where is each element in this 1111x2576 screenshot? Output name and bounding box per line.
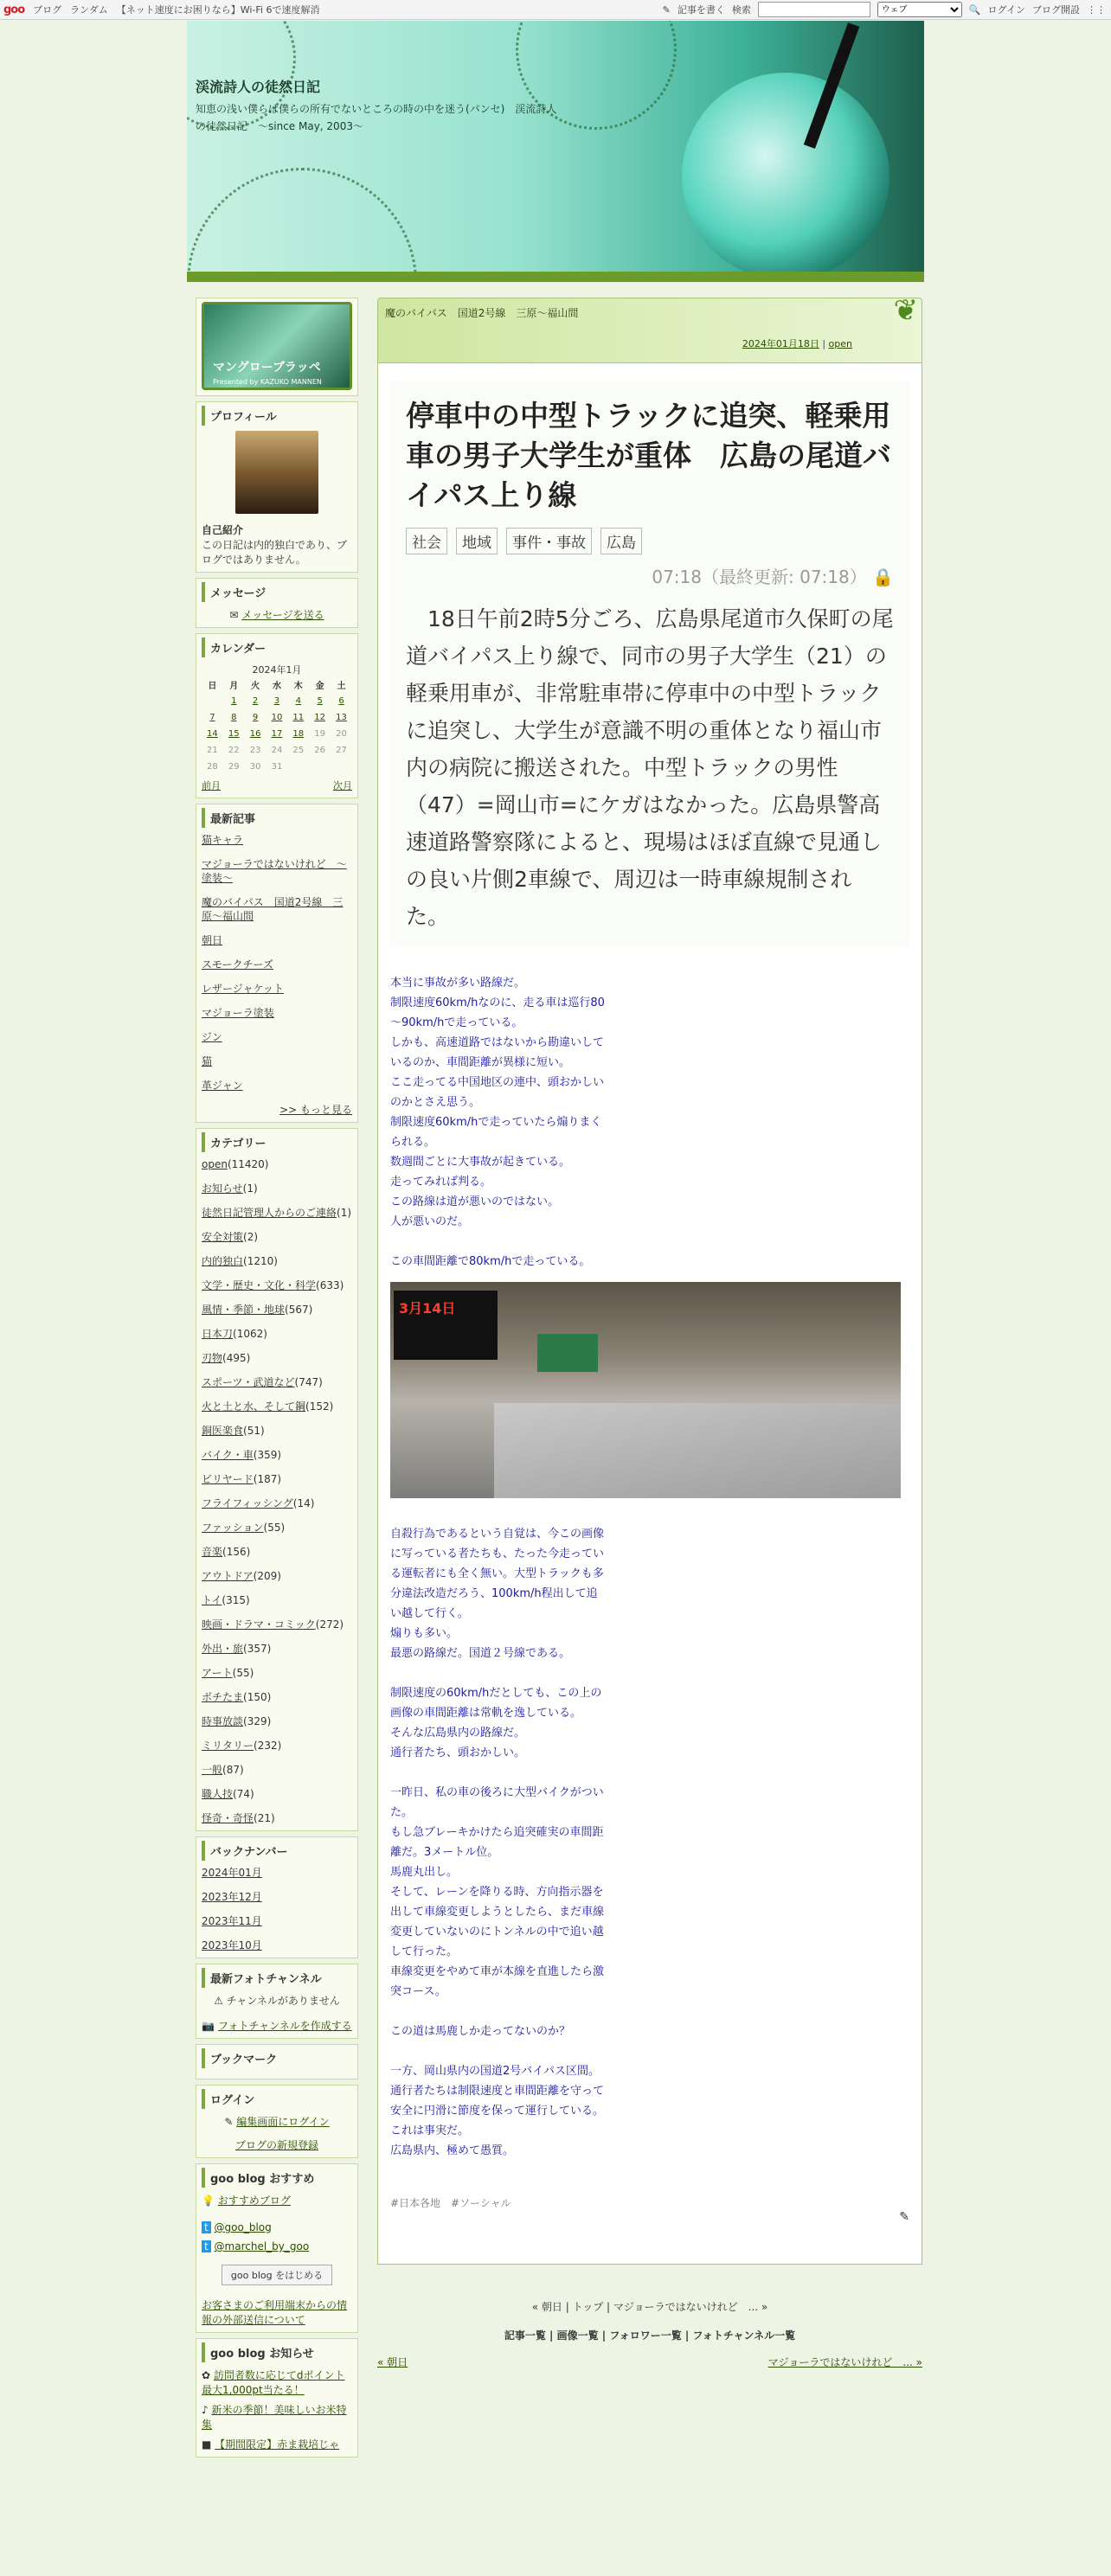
calendar-day: 24 — [271, 746, 283, 755]
calendar-day: 23 — [249, 746, 261, 755]
category-link[interactable]: ファッション — [202, 1522, 264, 1534]
category-link[interactable]: 時事放談 — [202, 1715, 244, 1727]
calendar-day[interactable]: 9 — [252, 713, 259, 722]
open-blog-link[interactable]: ブログ開設 — [1032, 4, 1080, 16]
backnumber-link[interactable]: 2023年11月 — [202, 1915, 262, 1927]
post-title[interactable]: 魔のバイパス 国道2号線 三原～福山間 — [385, 307, 579, 319]
post-date[interactable]: 2024年01月18日 — [742, 338, 819, 349]
recent-heading: 最新記事 — [202, 808, 352, 828]
category-count: (209) — [253, 1570, 281, 1582]
blog-description: 知恵の浅い僕らは僕らの所有でないところの時の中を迷う(パンセ) 渓流詩人の徒然日記 ～since May, 2003～ — [196, 103, 557, 132]
news-tag[interactable]: 地域 — [456, 528, 498, 554]
calendar-prev-link[interactable]: 前月 — [202, 780, 221, 791]
news-tag[interactable]: 広島 — [600, 528, 642, 554]
calendar-day[interactable]: 7 — [209, 713, 215, 722]
twitter-icon: t — [202, 2240, 211, 2252]
calendar-weekday: 月 — [229, 682, 239, 691]
category-box — [196, 1128, 358, 1831]
category-count: (21) — [254, 1812, 275, 1824]
leaf-ornament-icon: ❦ — [893, 293, 918, 328]
category-count: (329) — [243, 1715, 272, 1727]
post-footer — [377, 2241, 922, 2265]
news-time: 07:18（最終更新: 07:18） — [652, 567, 867, 587]
category-link[interactable]: ボチたま — [202, 1691, 244, 1703]
calendar-day[interactable]: 16 — [249, 729, 261, 739]
calendar-day[interactable]: 6 — [338, 696, 344, 706]
recent-post-link[interactable]: マジョーラ塗装 — [202, 1007, 274, 1019]
calendar-day[interactable]: 1 — [231, 696, 237, 706]
toolbar-link-blog[interactable]: ブログ — [33, 4, 62, 16]
drink-image — [682, 73, 889, 280]
category-link[interactable]: バイク・車 — [202, 1449, 254, 1461]
calendar-day: 19 — [314, 729, 325, 739]
recommend-box — [196, 2163, 358, 2333]
calendar-day[interactable]: 17 — [271, 729, 283, 739]
next-post-link[interactable]: マジョーラではないけれど ... » — [767, 2356, 922, 2368]
calendar-day[interactable]: 13 — [336, 713, 347, 722]
list-links[interactable]: 記事一覧 | 画像一覧 | フォロワー一覧 | フォトチャンネル一覧 — [504, 2329, 796, 2342]
register-blog-link[interactable]: ブログの新規登録 — [234, 2139, 318, 2151]
post-header: 魔のバイパス 国道2号線 三原～福山間 2024年01月18日 | open ❦ — [377, 298, 922, 363]
category-count: (152) — [305, 1400, 334, 1413]
calendar-day: 25 — [292, 746, 305, 755]
calendar-heading: カレンダー — [202, 638, 352, 657]
category-count: (74) — [233, 1788, 254, 1800]
recent-post-link[interactable]: マジョーラではないけれど ～塗装～ — [202, 858, 347, 884]
calendar-day: 26 — [314, 746, 325, 755]
category-count: (156) — [222, 1546, 251, 1558]
category-count: (315) — [222, 1594, 250, 1606]
twitter-icon: t — [202, 2221, 211, 2233]
backnumber-link[interactable]: 2024年01月 — [202, 1867, 262, 1879]
send-message-link[interactable]: メッセージを送る — [241, 609, 324, 621]
recent-post-link[interactable]: 猫 — [202, 1055, 213, 1067]
write-article-link[interactable]: 記事を書く — [677, 4, 725, 16]
recent-posts-box — [196, 804, 358, 1123]
calendar-day — [331, 759, 352, 775]
calendar-day[interactable]: 18 — [292, 729, 305, 739]
login-link[interactable]: ログイン — [987, 4, 1025, 16]
calendar-day[interactable]: 14 — [207, 729, 218, 739]
category-count: (55) — [232, 1667, 254, 1679]
camera-icon: 📷 — [202, 2020, 215, 2032]
recent-post-link[interactable]: 猫キャラ — [202, 834, 244, 846]
calendar-day[interactable]: 10 — [271, 713, 283, 722]
category-link[interactable]: 刃物 — [202, 1352, 223, 1364]
blog-text-1: 本当に事故が多い路線だ。 制限速度60km/hなのに、走る車は巡行80～90km/hで走っている。 しかも、高速道路ではないから勘違いしているのか、車間距離が異様に短い。 ここ走ってる中国地区の連中、頭おかしいのかとさえ思う。 制限速度60km/hで走っていたら煽りまくられる。 数週間ごとに大事故が起きている。 走ってみれば判る。 この路線は道が悪いのではない。 人が悪いのだ。 この車間距離で80km/hで走っている。 — [390, 977, 605, 1268]
recent-post-link[interactable]: 魔のバイパス 国道2号線 三原～福山間 — [202, 896, 344, 922]
category-count: (1062) — [233, 1328, 267, 1340]
calendar-day[interactable]: 11 — [292, 713, 305, 722]
category-link[interactable]: 徒然日記管理人からのご連絡 — [202, 1207, 337, 1219]
pencil-icon: ✎ — [662, 3, 671, 16]
category-link[interactable]: open — [202, 1158, 228, 1170]
bookmark-box — [196, 2044, 358, 2079]
category-count: (1210) — [243, 1255, 278, 1267]
global-toolbar — [0, 0, 1111, 20]
post-category[interactable]: open — [828, 338, 852, 349]
avatar — [235, 431, 318, 514]
category-count: (87) — [222, 1764, 244, 1776]
gift-icon: ■ — [202, 2438, 212, 2451]
category-count: (495) — [222, 1352, 251, 1364]
category-link[interactable]: お知らせ — [202, 1182, 243, 1195]
recent-post-link[interactable]: レザージャケット — [202, 983, 284, 995]
category-link[interactable]: 内的独白 — [202, 1255, 244, 1267]
calendar-weekday: 木 — [293, 682, 303, 691]
login-box — [196, 2085, 358, 2158]
category-count: (11420) — [227, 1158, 269, 1170]
category-link[interactable]: 映画・ドラマ・コミック — [202, 1618, 316, 1631]
backnumber-link[interactable]: 2023年10月 — [202, 1939, 262, 1951]
calendar-day: 21 — [207, 746, 218, 755]
calendar-day[interactable]: 5 — [317, 696, 323, 706]
category-count: (567) — [285, 1304, 313, 1316]
photo-channel-box — [196, 1964, 358, 2039]
category-link[interactable]: フライフィッシング — [202, 1497, 293, 1509]
search-input[interactable] — [758, 2, 870, 17]
backnumber-box — [196, 1836, 358, 1958]
category-count: (187) — [253, 1473, 282, 1485]
news-quote — [390, 381, 909, 947]
category-count: (2) — [243, 1231, 259, 1243]
blog-header — [187, 21, 924, 282]
calendar-weekday: 金 — [315, 682, 324, 691]
search-icon[interactable]: 🔍 — [968, 3, 981, 16]
category-count: (232) — [254, 1740, 282, 1752]
bulb-icon: 💡 — [202, 2195, 215, 2207]
edit-login-link[interactable]: 編集画面にログイン — [236, 2116, 330, 2128]
profile-label: 自己紹介 — [202, 524, 244, 536]
category-count: (359) — [253, 1449, 282, 1461]
recent-post-link[interactable]: 朝日 — [202, 934, 223, 946]
main-content — [377, 293, 922, 2369]
message-box — [196, 578, 358, 628]
recent-post-link[interactable]: 革ジャン — [202, 1080, 243, 1092]
prev-post-link[interactable]: « 朝日 — [377, 2356, 408, 2368]
sidebar-banner[interactable] — [202, 302, 352, 390]
profile-box — [196, 401, 358, 573]
calendar-day[interactable]: 3 — [273, 696, 280, 706]
category-count: (14) — [292, 1497, 315, 1509]
category-count: (1) — [337, 1207, 352, 1219]
backnumber-heading: バックナンバー — [202, 1841, 352, 1861]
news-tag[interactable]: 事件・事故 — [506, 528, 592, 554]
recent-post-link[interactable]: スモークチーズ — [202, 958, 273, 971]
post-hashtags[interactable]: #日本各地 #ソーシャル — [390, 2197, 511, 2209]
news-body: 18日午前2時5分ごろ、広島県尾道市久保町の尾道バイパス上り線で、同市の男子大学生（21）の軽乗用車が、非常駐車帯に停車中の中型トラックに追突し、大学生が意識不明の重体となり福山市内の病院に搬送された。中型トラックの男性（47）=岡山市=にケガはなかった。広島県警高速道路警察隊によると、現場はほぼ直線で見通しの良い片側2車線で、周辺は一時車線規制された。 — [406, 606, 894, 929]
calendar-box — [196, 633, 358, 798]
calendar-month: 2024年1月 — [252, 664, 302, 676]
calendar-day: 29 — [228, 762, 240, 772]
category-link[interactable]: 一般 — [202, 1764, 223, 1776]
toolbar-link-ad[interactable]: 【ネット速度にお困りなら】Wi-Fi 6で速度解消 — [116, 4, 320, 16]
edit-pencil-icon[interactable]: ✎ — [899, 2210, 909, 2224]
category-link[interactable]: トイ — [202, 1594, 222, 1606]
category-count: (357) — [243, 1643, 272, 1655]
lace-ornament-icon — [187, 168, 417, 282]
goo-logo[interactable]: goo — [3, 3, 25, 16]
star-icon: ✿ — [202, 2369, 211, 2381]
category-count: (1) — [242, 1182, 258, 1195]
category-link[interactable]: 銅医楽食 — [202, 1425, 244, 1437]
category-link[interactable]: 火と土と水、そして鋼 — [202, 1400, 306, 1413]
calendar-day[interactable]: 8 — [231, 713, 237, 722]
profile-text: この日記は内的独白であり、ブログではありません。 — [202, 539, 348, 566]
calendar-table — [202, 676, 352, 775]
calendar-day: 22 — [228, 746, 240, 755]
calendar-day[interactable]: 2 — [252, 696, 259, 706]
photo-none-text: チャンネルがありません — [226, 1995, 340, 2007]
envelope-icon: ✉ — [229, 609, 239, 621]
category-heading: カテゴリー — [202, 1132, 352, 1152]
header-divider — [187, 272, 924, 282]
notice-box — [196, 2338, 358, 2457]
blog-title[interactable]: 渓流詩人の徒然日記 — [196, 79, 321, 95]
calendar-day — [202, 693, 223, 709]
calendar-weekday: 日 — [208, 682, 217, 691]
category-count: (51) — [243, 1425, 265, 1437]
calendar-next-link[interactable]: 次月 — [333, 780, 352, 791]
category-link[interactable]: 日本刀 — [202, 1328, 234, 1340]
calendar-day: 30 — [249, 762, 261, 772]
recommend-blog-link[interactable]: おすすめブログ — [217, 2195, 291, 2207]
login-heading: ログイン — [202, 2089, 352, 2109]
notice-link[interactable]: 【期間限定】赤ま栽培じゃ — [215, 2438, 340, 2451]
lock-icon: 🔒 — [872, 567, 894, 587]
create-photo-channel-link[interactable]: フォトチャンネルを作成する — [218, 2020, 352, 2032]
calendar-day[interactable]: 12 — [314, 713, 325, 722]
search-label: 検索 — [731, 4, 751, 16]
category-link[interactable]: 怪奇・奇怪 — [202, 1812, 254, 1824]
category-link[interactable]: スポーツ・武道など — [202, 1376, 295, 1388]
calendar-weekday: 火 — [251, 682, 260, 691]
category-link[interactable]: アート — [202, 1667, 233, 1679]
external-info-link[interactable]: お客さまのご利用端末からの情報の外部送信について — [202, 2299, 348, 2326]
category-count: (633) — [316, 1279, 344, 1291]
category-link[interactable]: 外出・旅 — [202, 1643, 244, 1655]
bookmark-heading: ブックマーク — [202, 2048, 352, 2068]
category-link[interactable]: ビリヤード — [202, 1473, 254, 1485]
category-link[interactable]: 文学・歴史・文化・科学 — [202, 1279, 317, 1291]
profile-heading: プロフィール — [202, 406, 352, 426]
sidebar — [196, 298, 358, 2463]
highway-photo — [390, 1282, 901, 1498]
post-body — [377, 363, 922, 2241]
category-link[interactable]: ミリタリー — [202, 1740, 254, 1752]
twitter-link[interactable]: @goo_blog — [214, 2221, 272, 2233]
pencil-icon: ✎ — [224, 2116, 234, 2128]
notice-heading: goo blog お知らせ — [202, 2342, 352, 2362]
category-link[interactable]: 安全対策 — [202, 1231, 244, 1243]
calendar-day[interactable]: 4 — [295, 696, 301, 706]
category-link[interactable]: 音楽 — [202, 1546, 223, 1558]
calendar-day: 27 — [336, 746, 347, 755]
calendar-day: 28 — [207, 762, 218, 772]
news-title: 停車中の中型トラックに追突、軽乗用車の男子大学生が重体 広島の尾道バイパス上り線 — [406, 399, 891, 512]
category-count: (55) — [263, 1522, 286, 1534]
recent-post-link[interactable]: ジン — [202, 1031, 222, 1043]
notice-link[interactable]: 新米の季節！美味しいお米特集 — [202, 2404, 347, 2431]
calendar-day — [287, 759, 309, 775]
start-blog-button[interactable]: goo blog をはじめる — [222, 2265, 332, 2285]
category-count: (272) — [315, 1618, 344, 1631]
category-link[interactable]: 風情・季節・地球 — [202, 1304, 286, 1316]
message-heading: メッセージ — [202, 582, 352, 602]
twitter-link[interactable]: @marchel_by_goo — [214, 2240, 310, 2252]
category-link[interactable]: アウトドア — [202, 1570, 254, 1582]
note-icon: ♪ — [202, 2404, 209, 2416]
banner-title: マングローブラッペ — [213, 361, 321, 375]
search-scope-select[interactable] — [877, 2, 962, 17]
calendar-day: 20 — [336, 729, 347, 739]
photo-heading: 最新フォトチャンネル — [202, 1968, 352, 1988]
grid-menu-icon[interactable]: ⋮⋮ — [1087, 3, 1106, 16]
category-count: (150) — [243, 1691, 272, 1703]
calendar-day — [309, 759, 331, 775]
calendar-weekday: 水 — [272, 682, 281, 691]
post-nav[interactable]: « 朝日 | トップ | マジョーラではないけれど ... » — [531, 2301, 768, 2313]
category-link[interactable]: 職人技 — [202, 1788, 234, 1800]
more-posts-link[interactable]: >> もっと見る — [279, 1104, 352, 1116]
calendar-day[interactable]: 15 — [228, 729, 240, 739]
news-tag[interactable]: 社会 — [406, 528, 447, 554]
blog-text-2: 自殺行為であるという自覚は、今この画像に写っている者たちも、たった今走っている運転者にも全く無い。大型トラックも多分違法改造だろう、100km/h程出して追い越して行く。 煽りも多い。 最悪の路線だ。国道２号線である。 制限速度の60km/hだとしても、この上の画像の車間距離は常軌を逸している。 そんな広島県内の路線だ。 通行者たち、頭おかしい。 一昨日、私の車の後ろに大型バイクがついた。 もし急ブレーキかけたら追突確実の車間距離だ。3メートル位。 馬鹿丸出し。 そして、レーンを降りる時、方向指示器を出して車線変更しようとしたら、まだ車線変更していないのにトンネルの中で追い越して行った。 車線変更をやめて車が本線を直進したら激突コース。 この道は馬鹿しか走ってないのか？ 一方、岡山県内の国道2号バイパス区間。 通行者たちは制限速度と車間距離を守って安全に円滑に節度を保って運行している。 これは事実だ。 広島県内、極めて愚質。 — [390, 1528, 605, 2157]
toolbar-link-random[interactable]: ランダム — [70, 4, 108, 16]
calendar-weekday: 土 — [337, 682, 346, 691]
notice-link[interactable]: 訪問者数に応じてdポイント最大1,000pt当たる！ — [202, 2369, 345, 2396]
recommend-heading: goo blog おすすめ — [202, 2168, 352, 2188]
photo-sign-text: 3月14日 — [399, 1300, 456, 1317]
warning-icon: ⚠ — [214, 1995, 223, 2007]
backnumber-link[interactable]: 2023年12月 — [202, 1891, 262, 1903]
category-count: (747) — [294, 1376, 323, 1388]
calendar-day: 31 — [271, 762, 283, 772]
banner-subtitle: Presented by KAZUKO MANNEN — [213, 378, 322, 386]
